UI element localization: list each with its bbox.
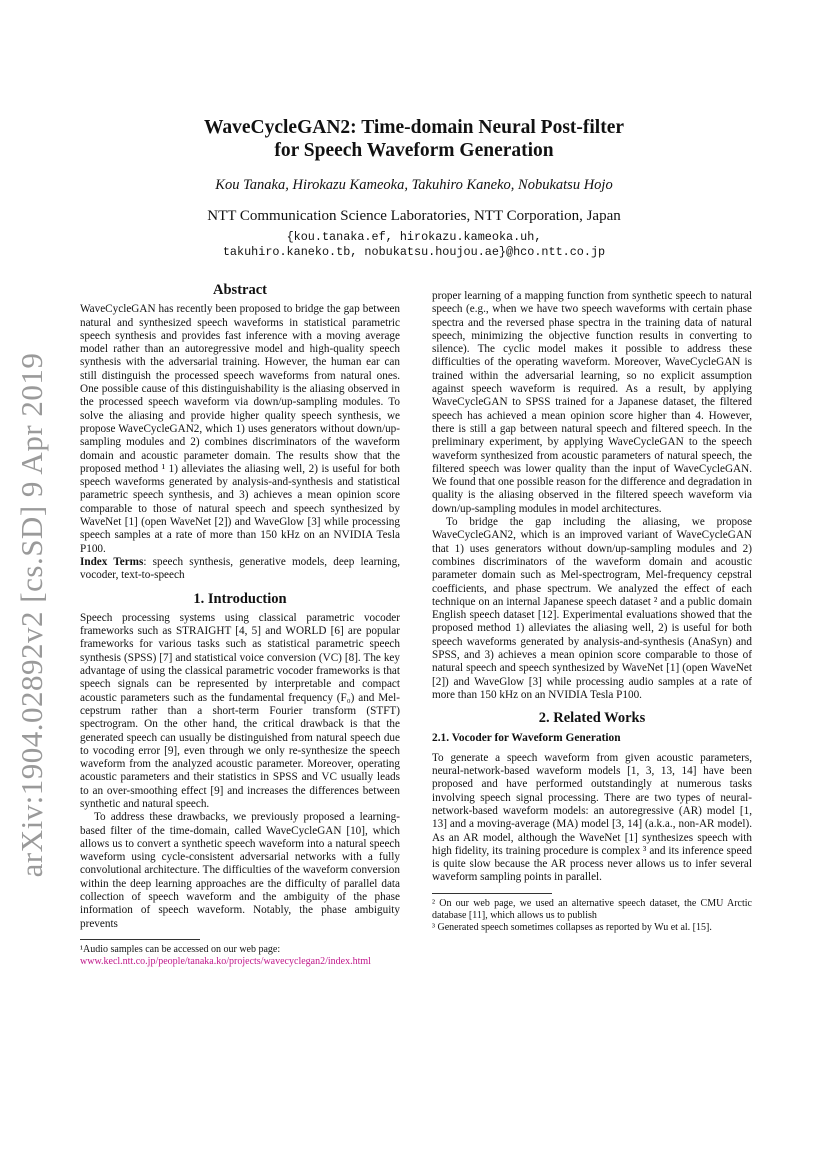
right-paragraph-1: proper learning of a mapping function from synthetic speech to natural speech (e.g., when we have two speech waveforms with certain phase spectra and the reversed phase spectra in the training data of natural speech, minimizing the objective function results in converting to silence). The cyclic model makes it possible to address these difficulties of the operating waveform. Moreover, WaveCycleGAN is trained within the adversarial learning, so no explicit assumption against speech waveform is required. As a result, by applying WaveCycleGAN to SPSS trained for a Japanese dataset, the filtered speech has achieved a mean opinion score higher than 4. However, there is still a gap between natural speech and filtered speech. In the preliminary experiment, by applying WaveCycleGAN to the speech waveform synthesized from acoustic parameters of natural speech, the filtered speech was lower quality than the input of WaveCycleGAN. We found that one possible reason for the difference and degradation in quality is the aliasing observed in the filtered speech waveform via down/up-sampling modules in model architectures. xyxy=(432,290,752,515)
intro-paragraph-1: Speech processing systems using classical parametric vocoder frameworks such as STRAIGHT [4, 5] and WORLD [6] are popular frameworks for various tasks such as statistical parametric speech synthesis (SPSS) [7] and statistical voice conversion (VC) [8]. The key advantage of using the classical parametric vocoder frameworks is that speech signals can be represented by interpretable and compact acoustic parameters such as the fundamental frequency (F₀) and Mel-cepstrum rather than a short-term Fourier transform (STFT) spectrogram. On the other hand, the critical drawback is that the generated speech can usually be distinguished from natural speech due to vocoding error [9], even through we only re-synthesize the speech waveform from the analyzed acoustic parameter. Moreover, operating acoustic parameters and their statistics in SPSS and VC usually leads to an over-smoothing effect [9] and increases the differences between synthetic and natural speech. xyxy=(80,611,400,810)
right-column xyxy=(432,290,752,934)
index-terms-label: Index Terms xyxy=(80,555,144,568)
footnote-rule-right xyxy=(432,893,552,894)
left-column xyxy=(80,284,400,968)
related-heading: 2. Related Works xyxy=(538,710,646,727)
email-line-1: {kou.tanaka.ef, hirokazu.kameoka.uh, xyxy=(286,230,542,244)
paper-title xyxy=(100,116,728,162)
intro-paragraph-2: To address these drawbacks, we previously proposed a learning-based filter of the time-domain, called WaveCycleGAN [10], which allows us to convert a synthetic speech waveform into a natural speech waveform using cycle-consistent adversarial networks with a fully convolutional architecture. The difficulties of the waveform conversion within the deep learning approaches are the difficulty of parallel data collection of speech waveform and the ambiguity of the phase information of speech waveform. Notably, the phase ambiguity prevents xyxy=(80,811,400,930)
related-paragraph-1: To generate a speech waveform from given acoustic parameters, neural-network-based waveform models [1, 3, 13, 14] have been proposed and have performed outstandingly at numerous tasks involving speech signal processing. There are two types of neural-network-based waveform models: an autoregressive (AR) model [1, 13] and a moving-average (MA) model [3, 14] (a.k.a., non-AR model). As an AR model, although the WaveNet [1] synthesizes speech with high fidelity, its training procedure is complex ³ and its inference speed is quite slow because the AR process never allows us to infer several waveform sampling points in parallel. xyxy=(432,751,752,884)
footnote-rule xyxy=(80,939,200,940)
footnote-3: ³ Generated speech sometimes collapses as reported by Wu et al. [15]. xyxy=(432,921,712,933)
footnote-2: ² On our web page, we used an alternative speech dataset, the CMU Arctic database [11], which allows us to publish xyxy=(432,897,752,921)
footnote-1-text: ¹Audio samples can be accessed on our web page: xyxy=(80,943,281,955)
intro-heading: 1. Introduction xyxy=(193,590,287,607)
title-line-2: for Speech Waveform Generation xyxy=(274,140,554,161)
footnotes-right xyxy=(432,898,752,934)
arxiv-side-label: arXiv:1904.02892v2 [cs.SD] 9 Apr 2019 xyxy=(14,352,49,878)
title-line-1: WaveCycleGAN2: Time-domain Neural Post-filter xyxy=(203,117,625,138)
right-paragraph-2: To bridge the gap including the aliasing, we propose WaveCycleGAN2, which is an improved variant of WaveCycleGAN that 1) uses generators without down/up-sampling modules and 2) combines discriminators of the waveform domain and acoustic parameter domain such as Mel-spectrogram, Mel-frequency cepstral coefficients, and phase spectrum. We analyzed the effect of each technique on an internal Japanese speech dataset ² and a public domain English speech dataset [12]. Experimental evaluations showed that the proposed method 1) alleviates the aliasing well, 2) is useful for both speech waveforms generated by analysis-and-synthesis (AnaSyn) and SPSS, and 3) achieves a mean opinion score comparable to those of natural speech and speech synthesized by WaveNet [1] (open WaveNet [2]) and WaveGlow [3] while processing audio samples at a rate of more than 150 kHz on an NVIDIA Tesla P100. xyxy=(432,516,752,701)
affiliation: NTT Communication Science Laboratories, NTT Corporation, Japan xyxy=(207,208,621,224)
abstract-heading: Abstract xyxy=(213,282,267,298)
footnote-1 xyxy=(80,944,400,968)
authors: Kou Tanaka, Hirokazu Kameoka, Takuhiro Kaneko, Nobukatsu Hojo xyxy=(215,177,613,193)
related-subheading: 2.1. Vocoder for Waveform Generation xyxy=(432,731,621,744)
index-terms-text: : speech synthesis, generative models, deep learning, vocoder, text-to-speech xyxy=(80,555,400,582)
emails xyxy=(100,230,728,260)
audio-samples-link[interactable]: www.kecl.ntt.co.jp/people/tanaka.ko/projects/wavecyclegan2/index.html xyxy=(80,955,371,967)
index-terms xyxy=(80,556,400,583)
email-line-2: takuhiro.kaneko.tb, nobukatsu.houjou.ae}@hco.ntt.co.jp xyxy=(222,245,606,259)
abstract-text: WaveCycleGAN has recently been proposed to bridge the gap between natural and synthesized speech waveforms in statistical parametric speech synthesis and provides fast inference with a moving average model rather than an autoregressive model and high-quality speech synthesis with the adversarial training. However, the human ear can still distinguish the processed speech waveforms from natural ones. One possible cause of this distinguishability is the aliasing observed in the processed speech waveform via down/up-sampling modules. To solve the aliasing and provide higher quality speech synthesis, we propose WaveCycleGAN2, which 1) uses generators without down/up-sampling modules and 2) combines discriminators of the waveform domain and acoustic parameter domain. The results show that the proposed method ¹ 1) alleviates the aliasing well, 2) is useful for both speech waveforms generated by analysis-and-synthesis and statistical parametric speech synthesis, and 3) achieves a mean opinion score comparable to those of natural speech and speech synthesized by WaveNet [1] (open WaveNet [2]) and WaveGlow [3] while processing speech samples at a rate of more than 150 kHz on an NVIDIA Tesla P100. xyxy=(80,303,400,555)
